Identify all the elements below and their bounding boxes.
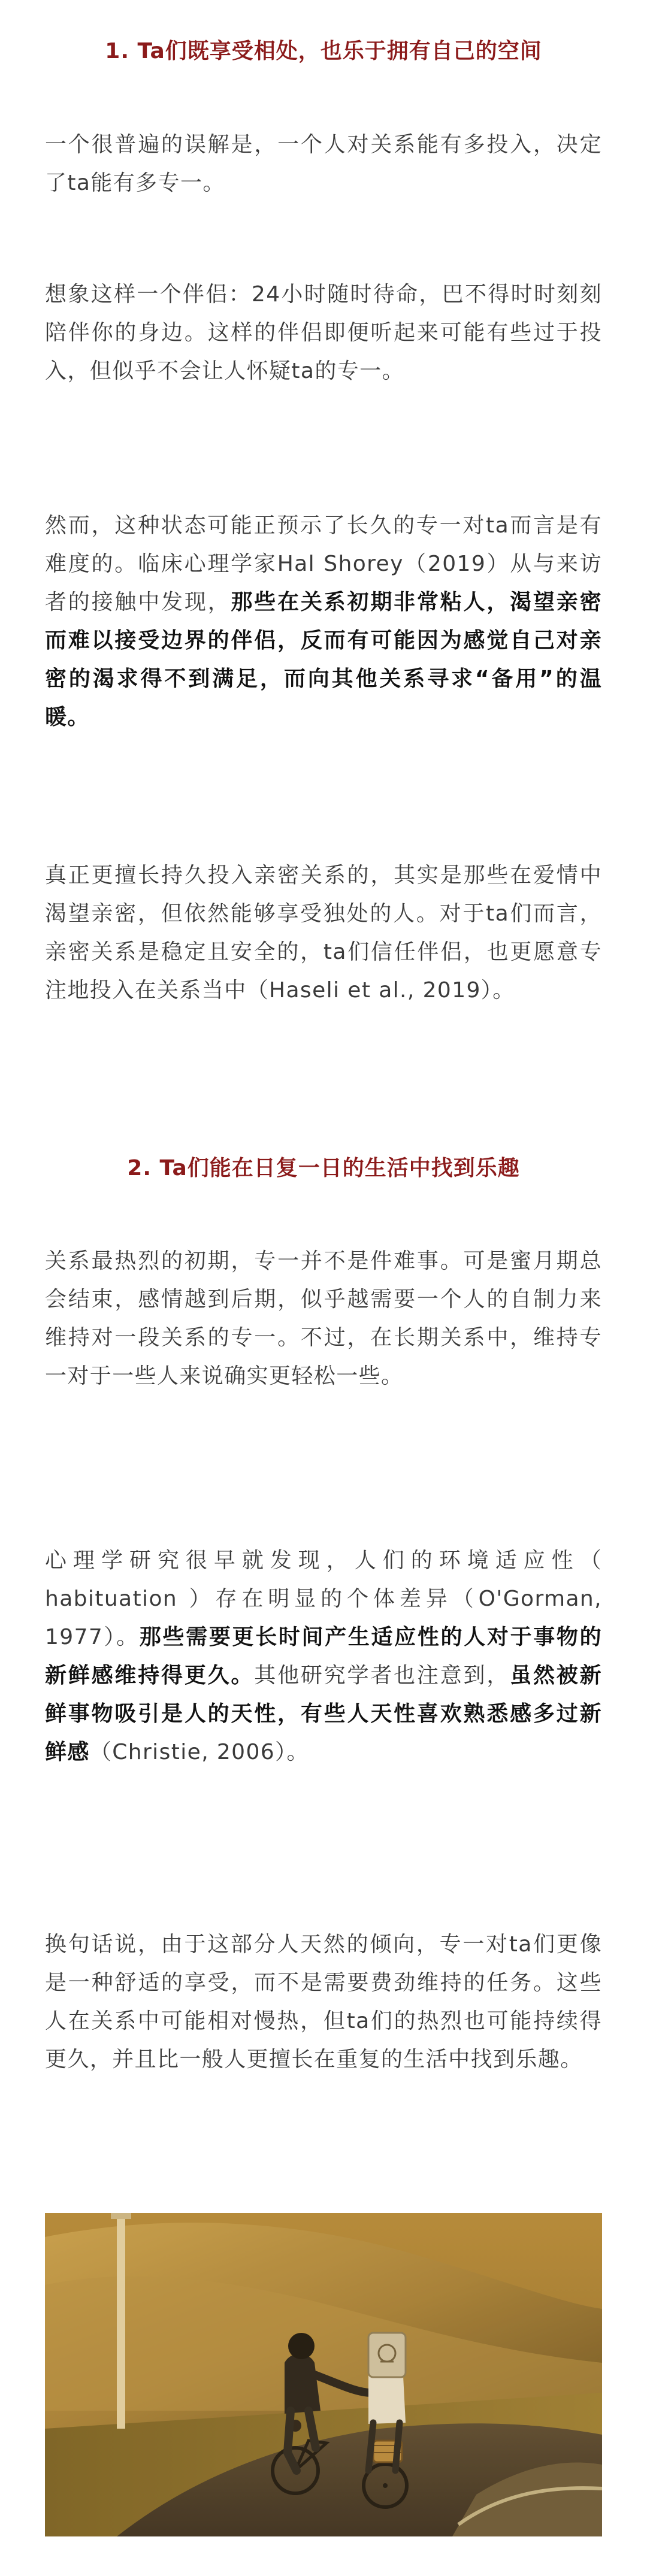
section-1-paragraph-2: 想象这样一个伴侣：24小时随时待命，巴不得时时刻刻陪伴你的身边。这样的伴侣即便听起来可能有些过于投入，但似乎不会让人怀疑ta的专一。 xyxy=(45,282,602,383)
section-1-paragraph-4: 真正更擅长持久投入亲密关系的，其实是那些在爱情中渴望亲密，但依然能够享受独处的人。对于ta们而言，亲密关系是稳定且安全的，ta们信任伴侣，也更愿意专注地投入在关系当中（Haseli et al., 2019）。 xyxy=(45,863,602,1003)
section-2-heading: 2. Ta们能在日复一日的生活中找到乐趣 xyxy=(127,1156,520,1180)
section-1-paragraph-1: 一个很普遍的误解是，一个人对关系能有多投入，决定了ta能有多专一。 xyxy=(45,132,602,195)
film-still-image xyxy=(45,2213,602,2536)
section-2-paragraph-2 xyxy=(45,1542,602,1772)
section-2-paragraph-2-emphasis-a: 那些需要更长时间产生适应性的人对于事物的新鲜感维持得更久。 xyxy=(45,1625,602,1688)
cycling-couple-illustration xyxy=(45,2213,602,2536)
section-1-paragraph-3-text: 然而，这种状态可能正预示了长久的专一对ta而言是有难度的。临床心理学家Hal Shorey（2019）从与来访者的接触中发现， xyxy=(45,513,602,615)
section-2-paragraph-1: 关系最热烈的初期，专一并不是件难事。可是蜜月期总会结束，感情越到后期，似乎越需要一个人的自制力来维持对一段关系的专一。不过，在长期关系中，维持专一对于一些人来说确实更轻松一些。 xyxy=(45,1249,602,1388)
section-2-paragraph-2-text-c: （Christie, 2006）。 xyxy=(89,1740,309,1764)
section-1-heading: 1. Ta们既享受相处，也乐于拥有自己的空间 xyxy=(105,39,542,63)
section-2-paragraph-2-text-b: 其他研究学者也注意到， xyxy=(254,1663,510,1688)
section-1-paragraph-3 xyxy=(45,507,602,737)
section-2-paragraph-2-text-a: 心理学研究很早就发现，人们的环境适应性（ habituation ）存在明显的个体差异（O'Gorman, 1977）。 xyxy=(45,1548,602,1649)
section-2-paragraph-3: 换句话说，由于这部分人天然的倾向，专一对ta们更像是一种舒适的享受，而不是需要费劲维持的任务。这些人在关系中可能相对慢热，但ta们的热烈也可能持续得更久，并且比一般人更擅长在重复的生活中找到乐趣。 xyxy=(45,1932,602,2072)
section-2-paragraph-2-emphasis-b: 虽然被新鲜事物吸引是人的天性，有些人天性喜欢熟悉感多过新鲜感 xyxy=(45,1663,602,1764)
section-1-paragraph-3-emphasis: 那些在关系初期非常粘人，渴望亲密而难以接受边界的伴侣，反而有可能因为感觉自己对亲密的渴求得不到满足，而向其他关系寻求“备用”的温暖。 xyxy=(45,590,602,729)
